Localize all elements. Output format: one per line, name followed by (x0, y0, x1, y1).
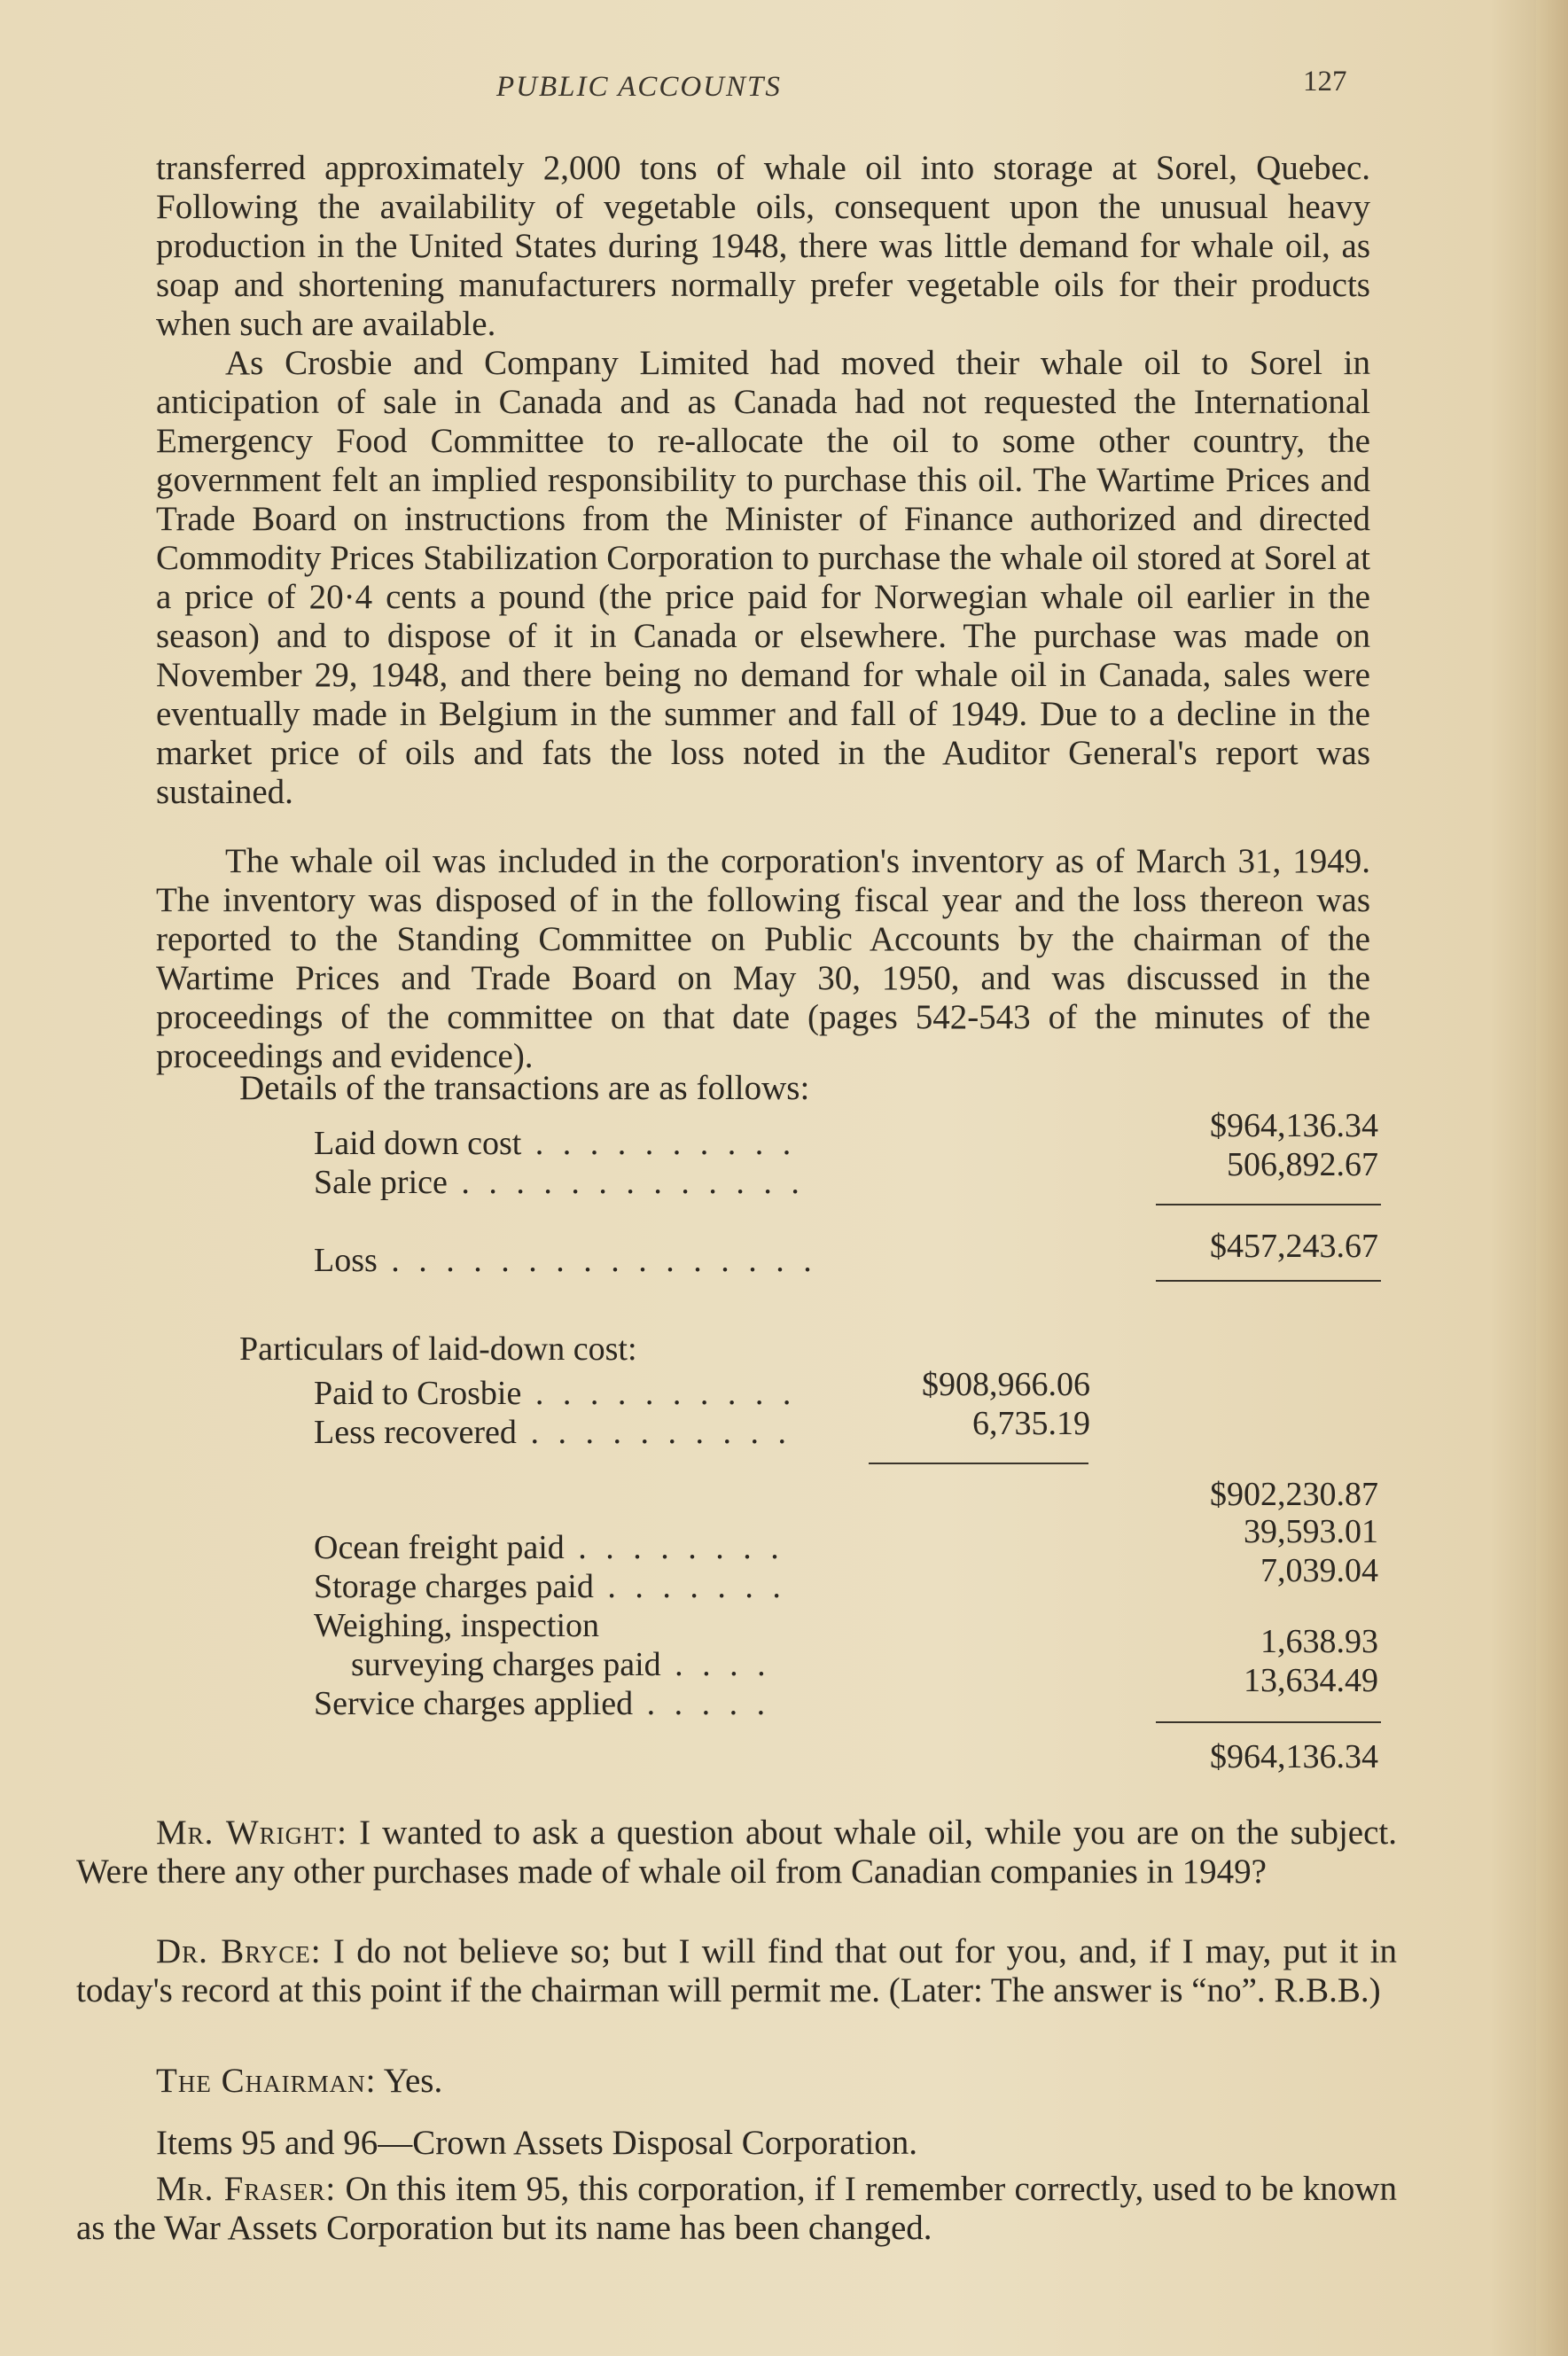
paid-amount: $908,966.06 (922, 1366, 1090, 1403)
dialogue-chairman: The Chairman: Yes. (156, 2062, 443, 2100)
page-number: 127 (1303, 66, 1347, 98)
service-amount: 13,634.49 (1244, 1662, 1378, 1699)
items-heading: Items 95 and 96—Crown Assets Disposal Corporation. (156, 2124, 918, 2162)
dialogue-fraser: Mr. Fraser: On this item 95, this corporation, if I remember correctly, used to be known as the War Assets Corporation but its name has been changed. (76, 2170, 1398, 2247)
paragraph-2: As Crosbie and Company Limited had moved their whale oil to Sorel in anticipation of sale in Canada and as Canada had not requested the International Emergency Food Committee to re-allocate the oil to some other country, the government felt an implied responsibility to purchase this oil. The Wartime Prices and Trade Board on instructions from the Minister of Finance authorized and directed Commodity Prices Stabilization Corporation to purchase the whale oil stored at Sorel at a price of 20·4 cents a pound (the price paid for Norwegian whale oil earlier in the season) and to dispose of it in Canada or elsewhere. The purchase was made on November 29, 1948, and there being no demand for whale oil in Canada, sales were eventually made in Belgium in the summer and fall of 1949. Due to a decline in the market price of oils and fats the loss noted in the Auditor General's report was sustained. (156, 344, 1370, 811)
dialogue-wright: Mr. Wright: I wanted to ask a question about whale oil, while you are on the subject. Were there any other purchases made of whale oil from Canadian companies in 1949? (76, 1814, 1398, 1891)
loss-label: Loss . . . . . . . . . . . . . . . . (314, 1242, 817, 1279)
rule-4 (1156, 1721, 1381, 1723)
recovered-label: Less recovered . . . . . . . . . . (314, 1414, 792, 1451)
running-header: PUBLIC ACCOUNTS (496, 71, 782, 103)
rule-1 (1156, 1204, 1381, 1205)
paid-label: Paid to Crosbie . . . . . . . . . . (314, 1375, 797, 1412)
laid-down-cost-label: Laid down cost . . . . . . . . . . (314, 1125, 797, 1162)
weighing-label-2: surveying charges paid . . . . (351, 1646, 771, 1683)
particulars-intro: Particulars of laid-down cost: (239, 1330, 637, 1368)
page-edge (1536, 0, 1568, 2356)
storage-amount: 7,039.04 (1260, 1552, 1378, 1589)
rule-2 (1156, 1280, 1381, 1282)
details-intro: Details of the transactions are as follows: (239, 1069, 810, 1107)
sale-price-amount: 506,892.67 (1227, 1146, 1378, 1183)
service-label: Service charges applied . . . . . (314, 1685, 771, 1722)
loss-amount: $457,243.67 (1210, 1228, 1378, 1265)
rule-3 (869, 1463, 1088, 1464)
weighing-label-1: Weighing, inspection (314, 1607, 599, 1644)
storage-label: Storage charges paid . . . . . . . (314, 1568, 786, 1605)
recovered-amount: 6,735.19 (972, 1405, 1090, 1442)
paragraph-1: transferred approximately 2,000 tons of whale oil into storage at Sorel, Quebec. Following the availability of vegetable oils, consequent upon the unusual heavy production in the United States during 1948, there was little demand for whale oil, as soap and shortening manufacturers normally prefer vegetable oils for their products when such are available. (156, 149, 1370, 343)
weighing-amount: 1,638.93 (1260, 1623, 1378, 1660)
dialogue-bryce: Dr. Bryce: I do not believe so; but I will find that out for you, and, if I may, put it in today's record at this point if the chairman will permit me. (Later: The answer is “no”. R.B.B.) (76, 1932, 1398, 2009)
total-amount: $964,136.34 (1210, 1738, 1378, 1775)
sale-price-label: Sale price . . . . . . . . . . . . . (314, 1164, 805, 1201)
freight-amount: 39,593.01 (1244, 1513, 1378, 1550)
net-amount: $902,230.87 (1210, 1476, 1378, 1513)
laid-down-cost-amount: $964,136.34 (1210, 1107, 1378, 1144)
paragraph-3: The whale oil was included in the corporation's inventory as of March 31, 1949. The inventory was disposed of in the following fiscal year and the loss thereon was reported to the Standing Committee on Public Accounts by the chairman of the Wartime Prices and Trade Board on May 30, 1950, and was discussed in the proceedings of the committee on that date (pages 542-543 of the minutes of the proceedings and evidence). (156, 842, 1370, 1075)
freight-label: Ocean freight paid . . . . . . . . (314, 1529, 784, 1566)
